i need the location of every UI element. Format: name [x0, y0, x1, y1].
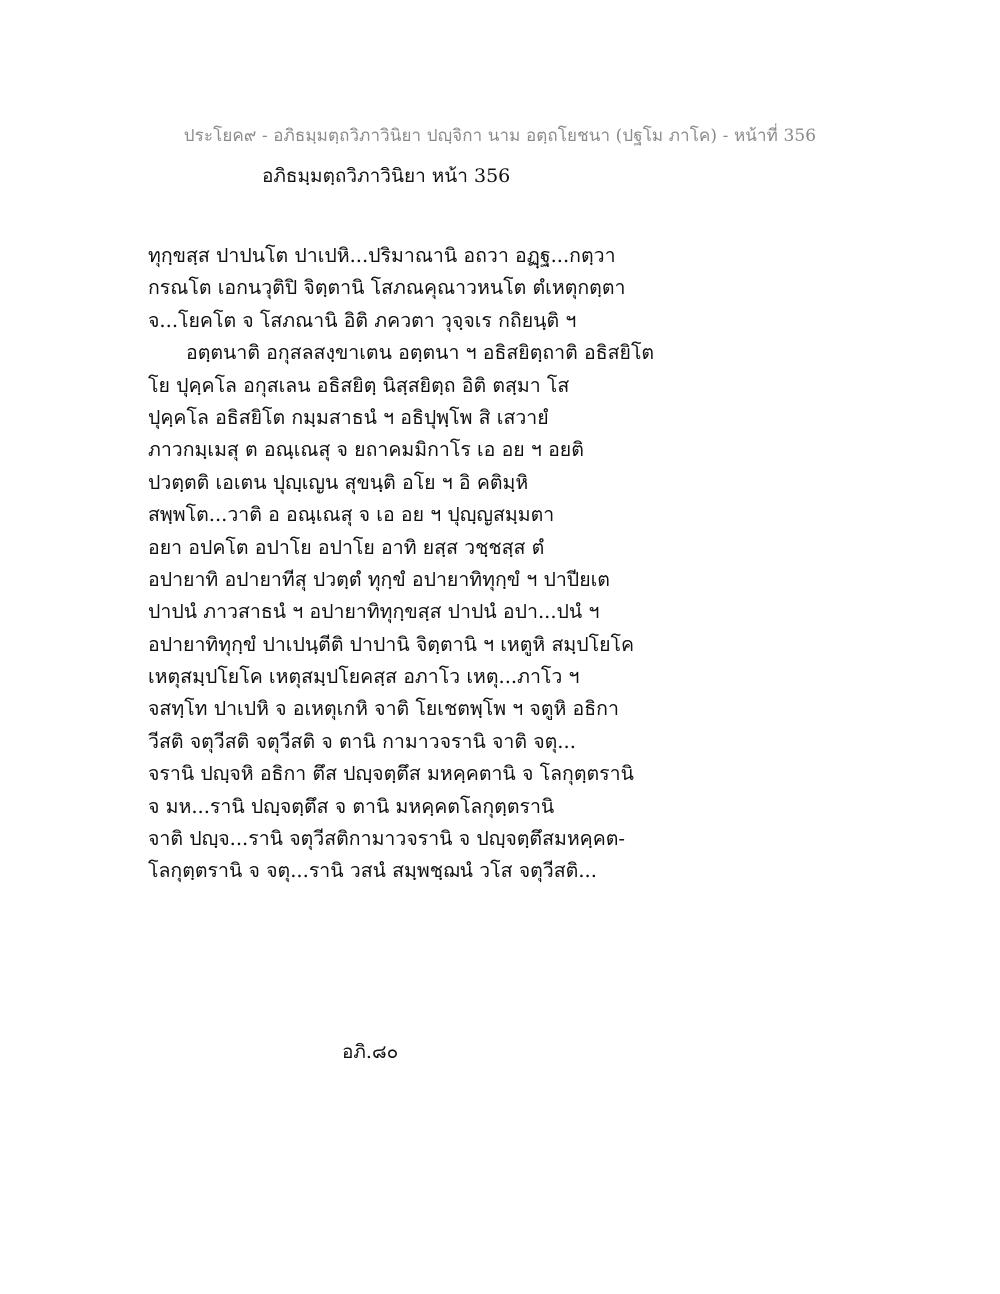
text-line: วีสติ จตุวีสติ จตุวีสติ จ ตานิ กามาวจรานิ จาติ จตุ... [148, 729, 576, 753]
running-header: ประโยค๙ - อภิธมฺมตฺถวิภาวินิยา ปญฺจิกา นาม อตฺถโยชนา (ปฐโม ภาโค) - หน้าที่ 356 [183, 126, 817, 146]
text-line: ปวตฺตติ เอเตน ปุญฺเญน สุขนฺติ อโย ฯ อิ คติมฺหิ [148, 470, 529, 494]
text-line: จรานิ ปญฺจหิ อธิกา ตึส ปญฺจตฺตึส มหคฺคตานิ จ โลกุตฺตรานิ [148, 762, 634, 786]
text-line: จ มห...รานิ ปญฺจตฺตึส จ ตานิ มหคฺคตโลกุตฺตรานิ [148, 794, 555, 818]
text-line: ทุกฺขสฺส ปาปนโต ปาเปหิ...ปริมาณานิ อถวา อฏฺฐ...กตฺวา [148, 244, 616, 267]
text-line: จาติ ปญฺจ...รานิ จตุวีสติกามาวจรานิ จ ปญฺจตฺตึสมหคฺคต- [148, 827, 626, 851]
text-line: สพฺพโต...วาติ อ อณฺเณสุ จ เอ อย ฯ ปุญฺญสมฺมตา [148, 503, 555, 527]
text-line-indented: อตฺตนาติ อกุสลสงฺขาเตน อตฺตนา ฯ อธิสยิตฺถาติ อธิสยิโต [186, 341, 655, 365]
text-line: ภาวกมฺเมสุ ต อณฺเณสุ จ ยถาคมมิกาโร เอ อย ฯ อยติ [148, 438, 584, 462]
footer-code: อภิ.๘๐ [342, 1041, 399, 1063]
text-line: โลกุตฺตรานิ จ จตุ...รานิ วสนํ สมฺพชฺฌนํ วโส จตุวีสติ... [148, 859, 597, 883]
text-line: ปาปนํ ภาวสาธนํ ฯ อปายาทิทุกฺขสฺส ปาปนํ อปา...ปนํ ฯ [148, 600, 600, 624]
text-line: อปายาทิ อปายาทีสุ ปวตฺตํ ทุกฺขํ อปายาทิทุกฺขํ ฯ ปาปียเต [148, 567, 610, 591]
text-line: อปายาทิทุกฺขํ ปาเปนฺตีติ ปาปานิ จิตฺตานิ ฯ เหตูหิ สมฺปโยโค [148, 632, 635, 656]
body-text [148, 240, 708, 888]
text-line: อยา อปคโต อปาโย อปาโย อาทิ ยสฺส วชฺชสฺส ตํ [148, 535, 545, 559]
page-subtitle: อภิธมฺมตฺถวิภาวินิยา หน้า 356 [262, 165, 511, 187]
text-line: ปุคฺคโล อธิสยิโต กมฺมสาธนํ ฯ อธิปุพฺโพ สิ เสวายํ [148, 405, 549, 429]
text-line: เหตุสมฺปโยโค เหตุสมฺปโยคสฺส อภาโว เหตุ...ภาโว ฯ [148, 665, 580, 689]
text-line: จ...โยคโต จ โสภณานิ อิติ ภควตา วุจฺจเร กถิยนฺติ ฯ [148, 308, 577, 332]
text-line: จสทฺโท ปาเปหิ จ อเหตุเกหิ จาติ โยเชตพฺโพ ฯ จตูหิ อธิกา [148, 697, 619, 721]
text-line: กรณโต เอกนวุติปิ จิตฺตานิ โสภณคุณาวหนโต ตํเหตุกตฺตา [148, 276, 626, 300]
text-line: โย ปุคฺคโล อกุสเลน อธิสยิตฺ นิสฺสยิตฺถ อิติ ตสฺมา โส [148, 373, 570, 397]
